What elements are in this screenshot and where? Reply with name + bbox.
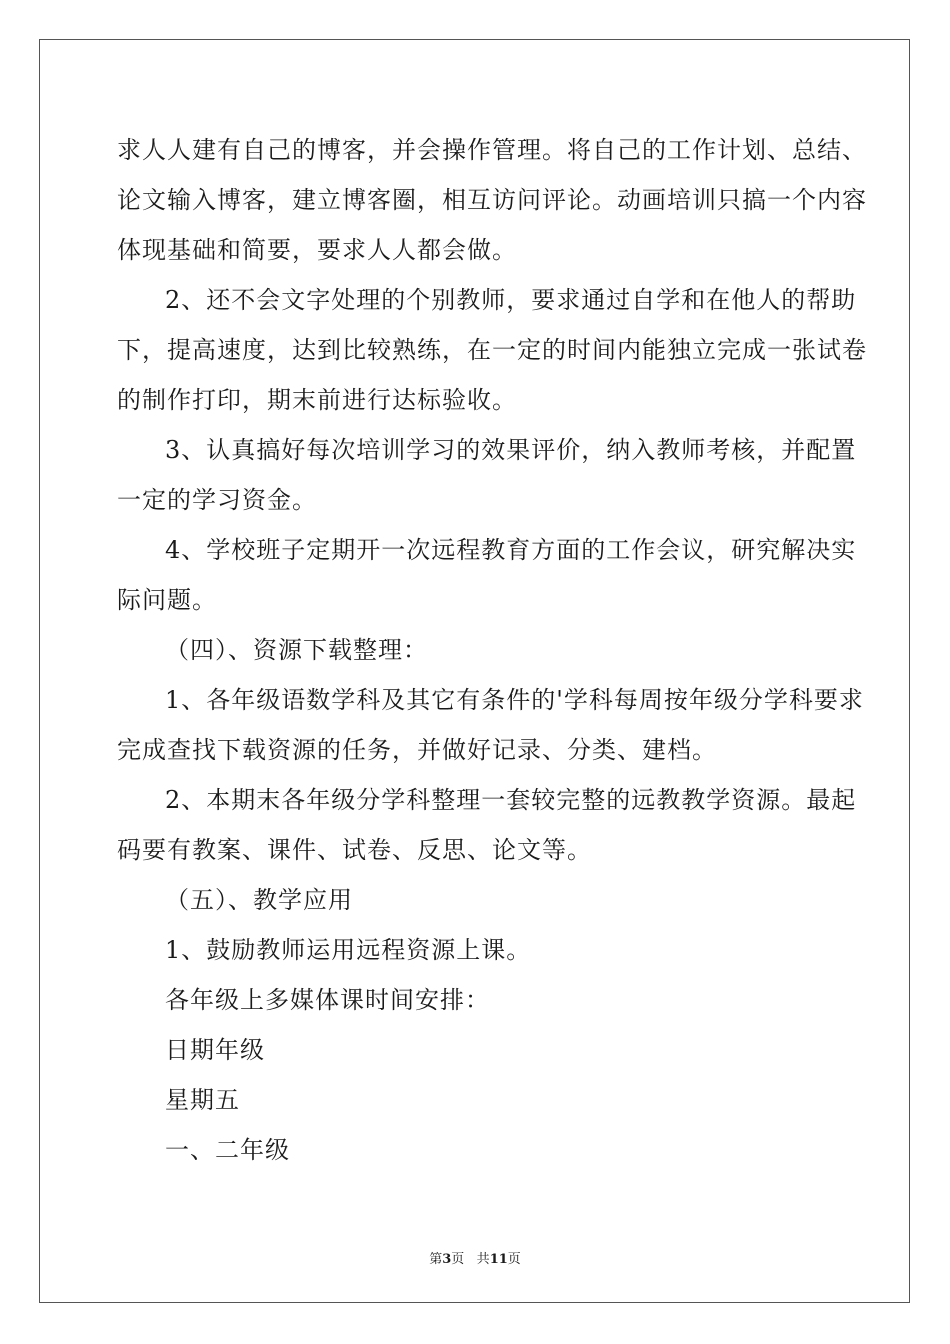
text-line: 星期五: [165, 1086, 240, 1114]
text-line: 2、还不会文字处理的个别教师，要求通过自学和在他人的帮助: [165, 286, 857, 314]
text-line: 4、学校班子定期开一次远程教育方面的工作会议，研究解决实: [165, 536, 857, 564]
text-line: 求人人建有自己的博客，并会操作管理。将自己的工作计划、总结、: [117, 136, 867, 164]
text-line: 日期年级: [165, 1036, 265, 1064]
text-line: 际问题。: [117, 586, 217, 614]
footer-prefix: 第: [429, 1252, 443, 1267]
footer-page-suffix: 页: [451, 1252, 465, 1267]
footer-total-suffix: 页: [507, 1252, 521, 1267]
document-body: [117, 125, 867, 1175]
current-page-number: 3: [442, 1252, 452, 1267]
text-line: 码要有教案、课件、试卷、反思、论文等。: [117, 836, 592, 864]
text-line: 的制作打印，期末前进行达标验收。: [117, 386, 517, 414]
footer-total-prefix: 共: [476, 1252, 490, 1267]
text-line: 3、认真搞好每次培训学习的效果评价，纳入教师考核，并配置: [165, 436, 857, 464]
text-line: 体现基础和简要，要求人人都会做。: [117, 236, 517, 264]
text-line: 1、各年级语数学科及其它有条件的'学科每周按年级分学科要求: [165, 686, 864, 714]
page-footer: [0, 1248, 950, 1267]
text-line: 下，提高速度，达到比较熟练，在一定的时间内能独立完成一张试卷: [117, 336, 867, 364]
total-pages-number: 11: [489, 1252, 508, 1267]
section-heading: （四）、资源下载整理：: [165, 636, 428, 664]
text-line: 一、二年级: [165, 1136, 290, 1164]
text-line: 论文输入博客，建立博客圈，相互访问评论。动画培训只搞一个内容: [117, 186, 867, 214]
text-line: 各年级上多媒体课时间安排：: [165, 986, 490, 1014]
text-line: 完成查找下载资源的任务，并做好记录、分类、建档。: [117, 736, 717, 764]
section-heading: （五）、教学应用: [165, 886, 353, 914]
text-line: 2、本期末各年级分学科整理一套较完整的远教教学资源。最起: [165, 786, 857, 814]
text-line: 1、鼓励教师运用远程资源上课。: [165, 936, 532, 964]
text-line: 一定的学习资金。: [117, 486, 317, 514]
